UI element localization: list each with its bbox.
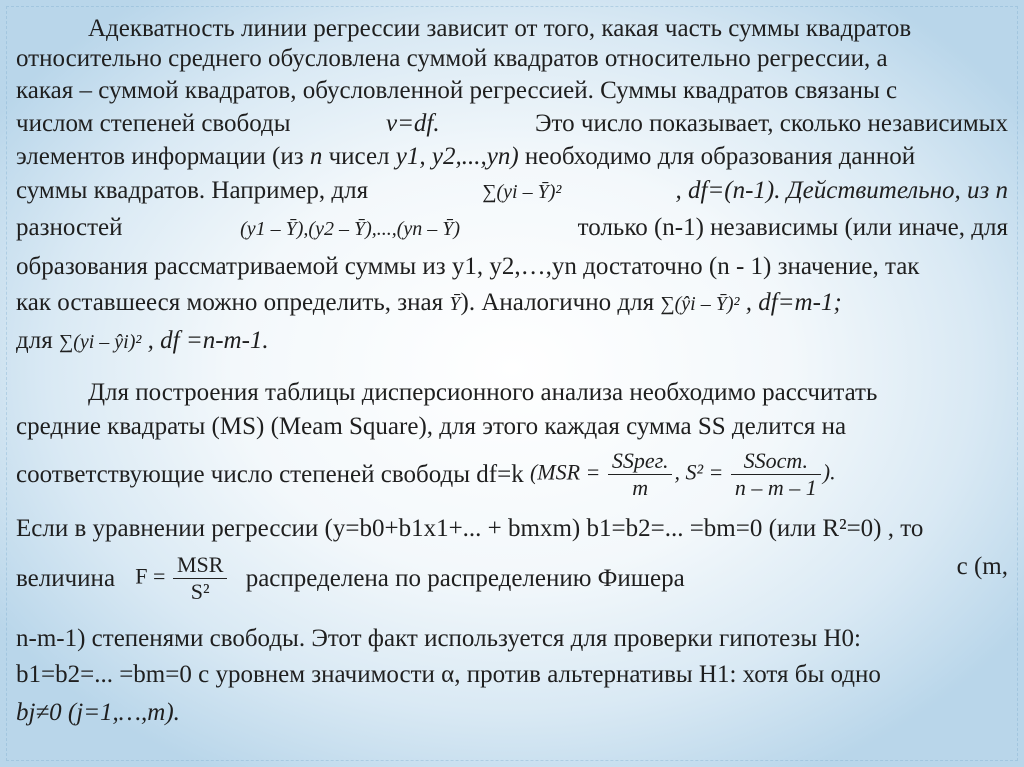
text-line: числом степеней свободы ν=df. Это число показывает, сколько независимых xyxy=(16,110,1008,137)
text-line: элементов информации (из n чисел y1, y2,...,yn) необходимо для образования данной xyxy=(16,143,916,170)
text-line: Если в уравнении регрессии (y=b0+b1x1+... + bmxm) b1=b2=... =bm=0 (или R²=0) , то xyxy=(16,515,924,542)
text-line: средние квадраты (MS) (Meam Square), для этого каждая сумма SS делится на xyxy=(16,413,847,440)
formula-f: F = $\frac{\text{MSR}}{\text{S²}}$ xyxy=(135,552,229,605)
text-line: как оставшееся можно определить, зная Ȳ). Аналогично для ∑(ŷi – Ȳ)² , df=m-1; xyxy=(16,289,842,316)
formula-sum-sq-regression: ∑(ŷi – Ȳ)² xyxy=(660,293,740,315)
formula-sum-sq-total: ∑(yi – Ȳ)² xyxy=(482,181,562,203)
text-line: bj≠0 (j=1,…,m). xyxy=(16,699,180,726)
text-line: относительно среднего обусловлена суммой квадратов относительно регрессии, а xyxy=(16,45,888,72)
formula-mean-y: Ȳ xyxy=(449,293,461,315)
text-line: разностей (y1 – Ȳ),(y2 – Ȳ),...,(yn – Ȳ) только (n-1) независимы (или иначе, для xyxy=(16,213,1008,244)
formula-ms: (MSR = $\frac{\text{SSрег.}}{m}$ , S² = $\frac{\text{SSост.}}{n - m - 1}$ ). xyxy=(529,448,836,500)
text-line: b1=b2=... =bm=0 с уровнем значимости α, против альтернативы H1: хотя бы одно xyxy=(16,661,881,688)
text-line: Для построения таблицы дисперсионного анализа необходимо рассчитать xyxy=(88,379,878,406)
text-line: Адекватность линии регрессии зависит от того, какая часть суммы квадратов xyxy=(88,15,912,42)
text-line: образования рассматриваемой суммы из y1, y2,…,yn достаточно (n - 1) значение, так xyxy=(16,253,920,280)
text-line: для ∑(yi – ŷi)² , df =n-m-1. xyxy=(16,327,269,354)
text-line: суммы квадратов. Например, для ∑(yi – Ȳ)² , df=(n-1). Действительно, из n xyxy=(16,176,1008,207)
text-line: соответствующие число степеней свободы df=k (MSR = $\frac{\text{SSрег.}}{m}$ , S² = $\frac{\text{SSост.}}{n - m - 1}$ ). xyxy=(16,448,836,500)
formula-differences: (y1 – Ȳ),(y2 – Ȳ),...,(yn – Ȳ) xyxy=(240,218,461,240)
text-line: величина F = $\frac{\text{MSR}}{\text{S²}}$ распределена по распределению Фишера с (m, xyxy=(16,552,1008,604)
text-line: n-m-1) степенями свободы. Этот факт используется для проверки гипотезы H0: xyxy=(16,625,861,652)
text-line: какая – суммой квадратов, обусловленной регрессией. Суммы квадратов связаны с xyxy=(16,77,898,104)
formula-sum-sq-residual: ∑(yi – ŷi)² xyxy=(58,331,142,353)
